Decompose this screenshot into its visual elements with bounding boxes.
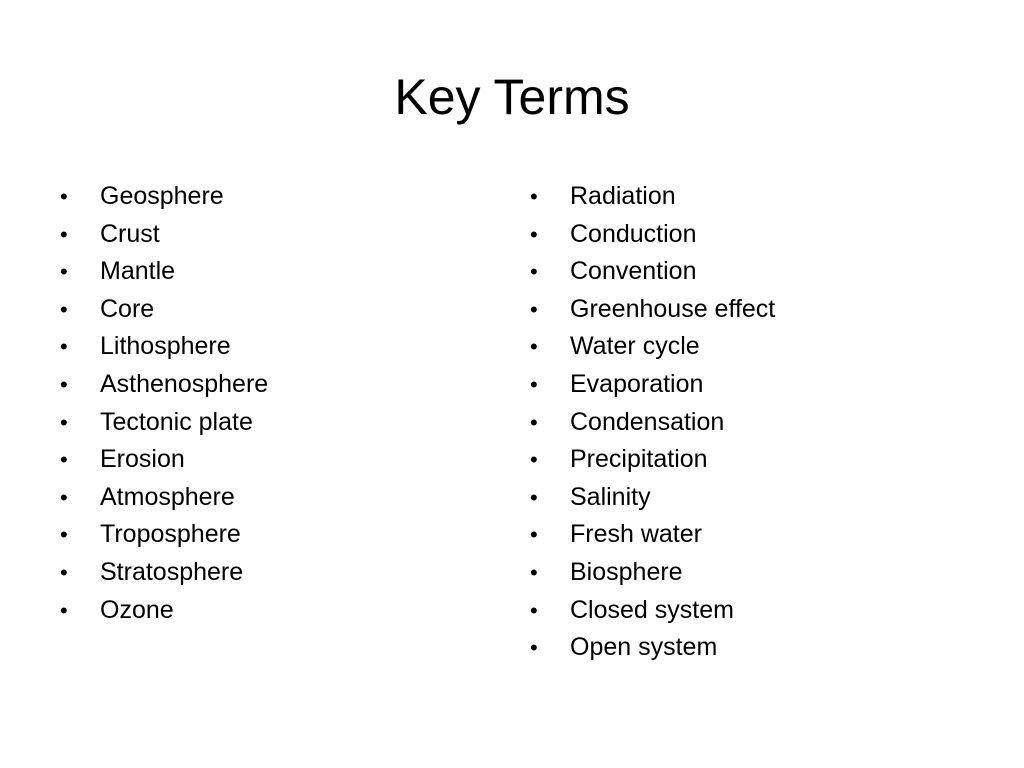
bullet-icon: •	[530, 409, 538, 435]
term-item	[526, 404, 966, 442]
term-label: Biosphere	[570, 557, 683, 586]
term-item	[56, 291, 476, 329]
term-item	[56, 516, 476, 554]
bullet-icon: •	[530, 371, 538, 397]
term-item	[56, 592, 476, 630]
bullet-icon: •	[530, 296, 538, 322]
bullet-icon: •	[60, 259, 68, 285]
term-label: Ozone	[100, 595, 174, 624]
term-item	[526, 253, 966, 291]
term-item	[526, 178, 966, 216]
term-item	[56, 178, 476, 216]
term-label: Geosphere	[100, 182, 224, 210]
bullet-icon: •	[530, 635, 538, 661]
bullet-icon: •	[530, 447, 538, 473]
term-item	[526, 479, 966, 517]
term-label: Crust	[100, 219, 160, 248]
term-label: Lithosphere	[100, 332, 231, 361]
bullet-icon: •	[60, 409, 68, 435]
bullet-icon: •	[60, 447, 68, 473]
bullet-icon: •	[60, 597, 68, 623]
term-label: Troposphere	[100, 520, 241, 549]
term-label: Atmosphere	[100, 482, 235, 511]
bullet-icon: •	[530, 484, 538, 510]
term-label: Water cycle	[570, 332, 700, 361]
term-label: Tectonic plate	[100, 407, 253, 436]
term-item	[526, 366, 966, 404]
bullet-icon: •	[60, 296, 68, 322]
bullet-icon: •	[530, 334, 538, 360]
term-item	[56, 328, 476, 366]
bullet-icon: •	[530, 221, 538, 247]
bullet-icon: •	[60, 559, 68, 585]
bullet-icon: •	[60, 484, 68, 510]
slide-title: Key Terms	[394, 69, 630, 125]
term-item	[526, 516, 966, 554]
term-label: Evaporation	[570, 369, 704, 398]
term-label: Greenhouse effect	[570, 294, 776, 323]
term-item	[56, 441, 476, 479]
term-label: Open system	[570, 633, 718, 662]
term-label: Radiation	[570, 182, 676, 210]
term-label: Fresh water	[570, 520, 702, 549]
term-item	[526, 441, 966, 479]
term-item	[526, 328, 966, 366]
term-item	[526, 629, 966, 667]
bullet-icon: •	[60, 371, 68, 397]
term-list-left	[56, 178, 476, 629]
term-item	[526, 216, 966, 254]
bullet-icon: •	[60, 184, 68, 209]
term-list-right	[526, 178, 966, 667]
bullet-icon: •	[60, 221, 68, 247]
term-item	[526, 554, 966, 592]
term-label: Convention	[570, 257, 697, 286]
bullet-icon: •	[60, 522, 68, 548]
bullet-icon: •	[530, 522, 538, 548]
bullet-icon: •	[530, 259, 538, 285]
bullet-icon: •	[530, 597, 538, 623]
term-label: Mantle	[100, 257, 176, 286]
term-label: Stratosphere	[100, 557, 244, 586]
term-item	[56, 366, 476, 404]
bullet-icon: •	[530, 184, 538, 209]
term-item	[56, 253, 476, 291]
term-label: Condensation	[570, 407, 725, 436]
term-label: Erosion	[100, 445, 185, 474]
term-item	[56, 554, 476, 592]
term-item	[526, 592, 966, 630]
term-item	[56, 404, 476, 442]
term-label: Closed system	[570, 595, 734, 624]
term-label: Salinity	[570, 482, 651, 511]
bullet-icon: •	[60, 334, 68, 360]
term-item	[56, 479, 476, 517]
term-item	[56, 216, 476, 254]
term-label: Asthenosphere	[100, 369, 269, 398]
term-label: Core	[100, 294, 155, 323]
term-label: Precipitation	[570, 445, 708, 474]
term-item	[526, 291, 966, 329]
bullet-icon: •	[530, 559, 538, 585]
term-label: Conduction	[570, 219, 697, 248]
